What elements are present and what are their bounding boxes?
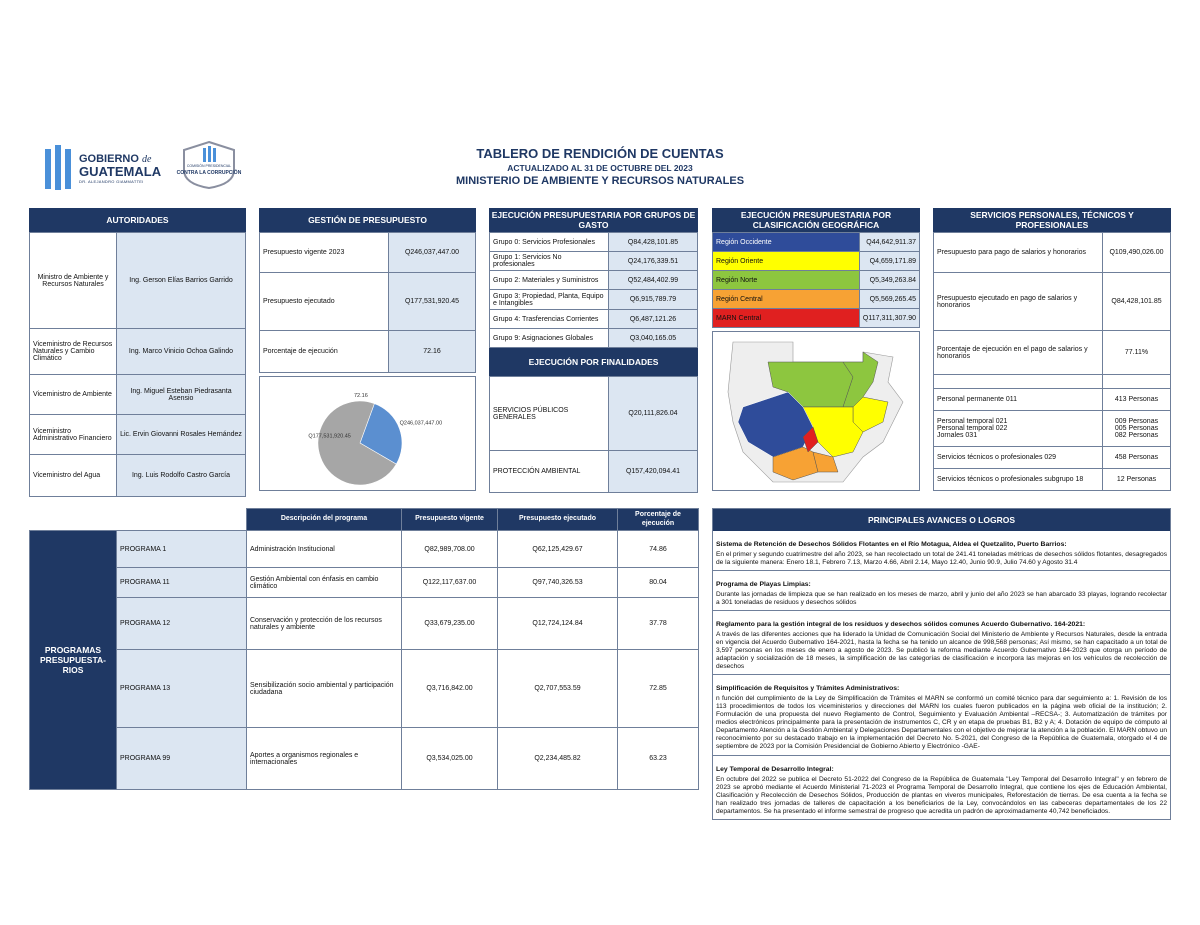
nombre-cell: Ing. Miguel Esteban Piedrasanta Asensio (117, 375, 246, 415)
col-header-ejecutado: Presupuesto ejecutado (498, 509, 618, 531)
gobierno-logo (45, 145, 165, 190)
grupos-panel (489, 208, 698, 493)
servicio-value: 12 Personas (1103, 469, 1171, 491)
avance-title: Ley Temporal de Desarrollo Integral: (716, 765, 834, 773)
pie-top-label: 72.16 (354, 393, 368, 399)
servicio-value: Q84,428,101.85 (1103, 273, 1171, 331)
table-row (490, 329, 698, 348)
nombre-cell: Ing. Luis Rodolfo Castro García (117, 455, 246, 497)
nombre-cell: Ing. Gerson Elías Barrios Garrido (117, 233, 246, 329)
programa-name: PROGRAMA 1 (117, 531, 247, 568)
programa-desc: Conservación y protección de los recursos naturales y ambiente (247, 598, 402, 650)
servicio-value: 77.11% (1103, 331, 1171, 375)
programas-table (29, 508, 699, 790)
table-row (490, 252, 698, 271)
servicio-value-group (1103, 411, 1171, 447)
grupo-label: Grupo 2: Materiales y Suministros (490, 271, 609, 290)
finalidad-value: Q157,420,094.41 (609, 451, 698, 493)
programa-pct: 74.86 (618, 531, 699, 568)
servicio-label: Personal permanente 011 (934, 389, 1103, 411)
table-row (30, 650, 699, 728)
programa-desc: Gestión Ambiental con énfasis en cambio climático (247, 568, 402, 598)
table-row (713, 252, 920, 271)
presupuesto-value: Q246,037,447.00 (389, 233, 476, 273)
avance-item (713, 611, 1170, 675)
servicio-label: Servicios técnicos o profesionales 029 (934, 447, 1103, 469)
programa-desc: Aportes a organismos regionales e internacionales (247, 728, 402, 790)
presupuesto-panel (259, 208, 476, 491)
programa-name: PROGRAMA 11 (117, 568, 247, 598)
table-row (490, 310, 698, 329)
grupos-header: EJECUCIÓN PRESUPUESTARIA POR GRUPOS DE GASTO (489, 208, 698, 232)
table-row (934, 447, 1171, 469)
table-row (490, 271, 698, 290)
logo-comision-text: COMISIÓN PRESIDENCIAL (186, 164, 232, 168)
avance-text: En octubre del 2022 se publica el Decreto 51-2022 del Congreso de la República de Guatemala "Ley Temporal del Desarrollo Integral" y en febrero de 2023 se aprobó mediante el Acuerdo Ministerial 71-2023 el Programa Temporal de Desarrollo Integral, que contiene los ejes de Educación Ambiental, Clasificación y Recolección de Desechos Sólidos, Producción de plantas en viveros municipales, Reforestación de tierras. De esa cuenta a la fecha se han realizado tres jornadas de talleres de capacitación a los beneficiarios de la Ley, convocándolos en las cabeceras departamentales de los 22 departamentos. Se ha presentado el informe semestral de progreso que acredita un padrón de aproximadamente 40,742 beneficiados. (716, 775, 1167, 815)
grupo-value: Q52,484,402.99 (609, 271, 698, 290)
avances-header: PRINCIPALES AVANCES O LOGROS (713, 509, 1170, 531)
table-row (30, 598, 699, 650)
table-row (934, 389, 1171, 411)
avance-text: En el primer y segundo cuatrimestre del año 2023, se han recolectado un total de 241.41 toneladas métricas de desechos sólidos flotantes, desagregados de la siguiente manera: Enero 18.1, Febrero 7.13, Marzo 4.66, Abril 2.14, Mayo 12.40, Junio 90.9, Julio 74.60 y Agosto 31.4 (716, 551, 1167, 567)
table-row (260, 331, 476, 373)
programa-pct: 37.78 (618, 598, 699, 650)
autoridades-table (29, 232, 246, 497)
grupo-label: Grupo 3: Propiedad, Planta, Equipo e Intangibles (490, 290, 609, 310)
logo-president-text: DR. ALEJANDRO GIAMMATTEI (79, 179, 144, 184)
programa-desc: Sensibilización socio ambiental y participación ciudadana (247, 650, 402, 728)
programa-ejecutado: Q62,125,429.67 (498, 531, 618, 568)
cargo-cell: Viceministro de Ambiente (30, 375, 117, 415)
page-title: TABLERO DE RENDICIÓN DE CUENTAS (476, 146, 724, 161)
servicio-value: 413 Personas (1103, 389, 1171, 411)
presupuesto-value: 72.16 (389, 331, 476, 373)
col-header-vigente: Presupuesto vigente (402, 509, 498, 531)
finalidad-label: SERVICIOS PÚBLICOS GENERALES (490, 377, 609, 451)
servicio-value: 082 Personas (1114, 432, 1159, 439)
programa-name: PROGRAMA 99 (117, 728, 247, 790)
table-row (30, 329, 246, 375)
programa-vigente: Q33,679,235.00 (402, 598, 498, 650)
geografica-panel (712, 208, 920, 491)
grupo-value: Q3,040,165.05 (609, 329, 698, 348)
table-row (713, 233, 920, 252)
avance-title: Sistema de Retención de Desechos Sólidos Flotantes en el Río Motagua, Aldea el Quetzalito, Puerto Barrios: (716, 541, 1067, 548)
cargo-cell: Viceministro Administrativo Financiero (30, 415, 117, 455)
pie-chart (260, 377, 475, 490)
region-value: Q5,569,265.45 (859, 290, 919, 309)
avance-item (713, 675, 1170, 755)
nombre-cell: Ing. Marco Vinicio Ochoa Galindo (117, 329, 246, 375)
servicios-header: SERVICIOS PERSONALES, TÉCNICOS Y PROFESIONALES (933, 208, 1171, 232)
programa-ejecutado: Q97,740,326.53 (498, 568, 618, 598)
presupuesto-label: Porcentaje de ejecución (260, 331, 389, 373)
servicio-label: Presupuesto ejecutado en pago de salarios y honorarios (934, 273, 1103, 331)
programa-desc: Administración Institucional (247, 531, 402, 568)
geografica-table (712, 232, 920, 328)
table-row (934, 273, 1171, 331)
finalidad-value: Q20,111,826.04 (609, 377, 698, 451)
avance-item (713, 531, 1170, 571)
region-label: Región Central (713, 290, 860, 309)
grupo-label: Grupo 9: Asignaciones Globales (490, 329, 609, 348)
region-value: Q5,349,263.84 (859, 271, 919, 290)
presupuesto-value: Q177,531,920.45 (389, 273, 476, 331)
presupuesto-header: GESTIÓN DE PRESUPUESTO (259, 208, 476, 232)
table-row (713, 309, 920, 328)
table-row (30, 233, 246, 329)
grupo-value: Q6,487,121.26 (609, 310, 698, 329)
avance-title: Reglamento para la gestión integral de los residuos y desechos sólidos comunes Acuerdo Gubernativo. 164-2021: (716, 621, 1086, 629)
logo-corrupcion-text: CONTRA LA CORRUPCIÓN (176, 170, 242, 176)
region-value: Q4,659,171.89 (859, 252, 919, 271)
flag-stripes-icon (45, 145, 75, 190)
servicio-label: Servicios técnicos o profesionales subgrupo 18 (934, 469, 1103, 491)
grupo-value: Q6,915,789.79 (609, 290, 698, 310)
programa-pct: 63.23 (618, 728, 699, 790)
pie-slice-label: Q246,037,447.00 (399, 420, 443, 427)
programa-vigente: Q3,716,842.00 (402, 650, 498, 728)
table-row (260, 273, 476, 331)
region-value: Q44,642,911.37 (859, 233, 919, 252)
servicio-value: 005 Personas (1114, 425, 1159, 432)
programa-ejecutado: Q12,724,124.84 (498, 598, 618, 650)
table-row (30, 728, 699, 790)
programas-panel (29, 508, 698, 790)
logo-guatemala-text: GUATEMALA (79, 164, 162, 179)
avance-text: A través de las diferentes acciones que ha liderado la Unidad de Comunicación Social del Ministerio de Ambiente y Recursos Naturales, desde la entrada en vigencia del Acuerdo Gubernativo 164-2021, hasta la fecha se ha tenido un alcance de 998,568 personas; Así mismo, se han capacitado a un total de 3,597 personas en los meses de enero a agosto de 2023. Se publicó la reforma mediante Acuerdo Gubernativo 184-2023 que otorga un período de adaptación y socialización de 18 meses, la simplificación de las categorías de clasificación e incorpora las mejoras en los vehículos de recolección de desechos (716, 631, 1167, 671)
grupo-label: Grupo 1: Servicios No profesionales (490, 252, 609, 271)
region-label: Región Oriente (713, 252, 860, 271)
table-row (30, 531, 699, 568)
programa-vigente: Q122,117,637.00 (402, 568, 498, 598)
programa-pct: 72.85 (618, 650, 699, 728)
avance-item (713, 756, 1170, 819)
page-subtitle: ACTUALIZADO AL 31 DE OCTUBRE DEL 2023 (507, 163, 693, 173)
finalidad-label: PROTECCIÓN AMBIENTAL (490, 451, 609, 493)
logo-de-text: de (141, 154, 152, 165)
avance-text: n función del cumplimiento de la Ley de Simplificación de Trámites el MARN se conformó un comité técnico para dar seguimiento a: 1. Revisión de los 113 procedimientos de todos los viceministerios y direcciones del MARN los cuales fueron publicados en la página web oficial de la institución; 2. Formulación de una propuesta del nuevo Reglamento de Control, Seguimiento y Evaluación Ambiental –RECSA-; 3. Automatización de trámites por medios electrónicos principalmente para la presentación de instrumentos C, CR y en etapa de pruebas B1, B2 y A; 4. Dotación de equipo de cómputo al Departamento Atención a la Gestión Ambiental y Delegaciones Departamentales con el objetivo de mejorar la atención a la población. El MARN obtuvo un reconocimiento por su destacado trabajo en la implementación del Decreto No. 5-2021, del Congreso de la República de Guatemala, otorgado el 4 de septiembre de 2023 por la Comisión Presidencial de Gobierno Abierto y Electrónico -GAE- (716, 695, 1167, 751)
pie-chart-box (259, 376, 476, 491)
nombre-cell: Lic. Ervin Giovanni Rosales Hernández (117, 415, 246, 455)
cargo-cell: Viceministro del Agua (30, 455, 117, 497)
presupuesto-table (259, 232, 476, 373)
region-value: Q117,311,307.90 (859, 309, 919, 328)
logo-gobierno-text: GOBIERNO (79, 153, 139, 165)
grupo-label: Grupo 0: Servicios Profesionales (490, 233, 609, 252)
table-row (713, 290, 920, 309)
autoridades-header: AUTORIDADES (29, 208, 246, 232)
ministry-title: MINISTERIO DE AMBIENTE Y RECURSOS NATURALES (455, 175, 745, 187)
geografica-header: EJECUCIÓN PRESUPUESTARIA POR CLASIFICACIÓN GEOGRÁFICA (712, 208, 920, 232)
avance-title: Simplificación de Requisitos y Trámites Administrativos: (716, 685, 900, 693)
table-row (934, 411, 1171, 447)
table-row (490, 451, 698, 493)
avance-item (713, 571, 1170, 611)
table-row (30, 415, 246, 455)
finalidades-table (489, 376, 698, 493)
table-row (934, 331, 1171, 375)
programa-name: PROGRAMA 13 (117, 650, 247, 728)
servicio-value: Q109,490,026.00 (1103, 233, 1171, 273)
programa-ejecutado: Q2,707,553.59 (498, 650, 618, 728)
region-label: Región Occidente (713, 233, 860, 252)
table-header-row (30, 509, 699, 531)
servicio-value: 458 Personas (1103, 447, 1171, 469)
table-row (934, 375, 1171, 389)
table-row (30, 375, 246, 415)
table-row (490, 290, 698, 310)
finalidades-header: EJECUCIÓN POR FINALIDADES (489, 348, 698, 376)
table-row (934, 469, 1171, 491)
guatemala-map (712, 331, 920, 491)
table-row (713, 271, 920, 290)
table-row (30, 568, 699, 598)
servicio-label-group (934, 411, 1103, 447)
programa-pct: 80.04 (618, 568, 699, 598)
servicio-label: Presupuesto para pago de salarios y honorarios (934, 233, 1103, 273)
col-header-desc: Descripción del programa (247, 509, 402, 531)
table-row (934, 233, 1171, 273)
guatemala-map-icon (713, 332, 919, 490)
presupuesto-label: Presupuesto ejecutado (260, 273, 389, 331)
table-row (490, 233, 698, 252)
programas-side-label: PROGRAMAS PRESUPUESTA-RIOS (30, 531, 117, 790)
programa-ejecutado: Q2,234,485.82 (498, 728, 618, 790)
region-label: Región Norte (713, 271, 860, 290)
grupo-value: Q24,176,339.51 (609, 252, 698, 271)
servicio-label: Personal temporal 022 (937, 425, 1008, 432)
servicio-label: Jornales 031 (937, 432, 978, 439)
grupo-value: Q84,428,101.85 (609, 233, 698, 252)
table-row (30, 455, 246, 497)
programa-name: PROGRAMA 12 (117, 598, 247, 650)
servicio-label: Personal temporal 021 (937, 418, 1008, 425)
avance-title: Programa de Playas Limpias: (716, 581, 811, 589)
table-row (260, 233, 476, 273)
region-label: MARN Central (713, 309, 860, 328)
pie-slice-label: Q177,531,920.45 (308, 433, 351, 440)
servicio-value: 009 Personas (1114, 418, 1159, 425)
presupuesto-label: Presupuesto vigente 2023 (260, 233, 389, 273)
autoridades-panel (29, 208, 246, 497)
servicios-table (933, 232, 1171, 491)
table-row (490, 377, 698, 451)
servicios-panel (933, 208, 1171, 491)
avance-text: Durante las jornadas de limpieza que se han realizado en los meses de marzo, abril y junio del año 2023 se han abarcado 33 playas, logrando recolectar a 301 toneladas de residuos y desechos sólidos (716, 591, 1167, 607)
col-header-pct: Porcentaje de ejecución (618, 509, 699, 531)
avances-panel (712, 508, 1171, 820)
programa-vigente: Q3,534,025.00 (402, 728, 498, 790)
servicio-label: Porcentaje de ejecución en el pago de salarios y honorarios (934, 331, 1103, 375)
grupo-label: Grupo 4: Trasferencias Corrientes (490, 310, 609, 329)
corrupcion-logo (176, 140, 242, 190)
cargo-cell: Ministro de Ambiente y Recursos Naturales (30, 233, 117, 329)
cargo-cell: Viceministro de Recursos Naturales y Cambio Climático (30, 329, 117, 375)
programa-vigente: Q82,989,708.00 (402, 531, 498, 568)
grupos-table (489, 232, 698, 348)
